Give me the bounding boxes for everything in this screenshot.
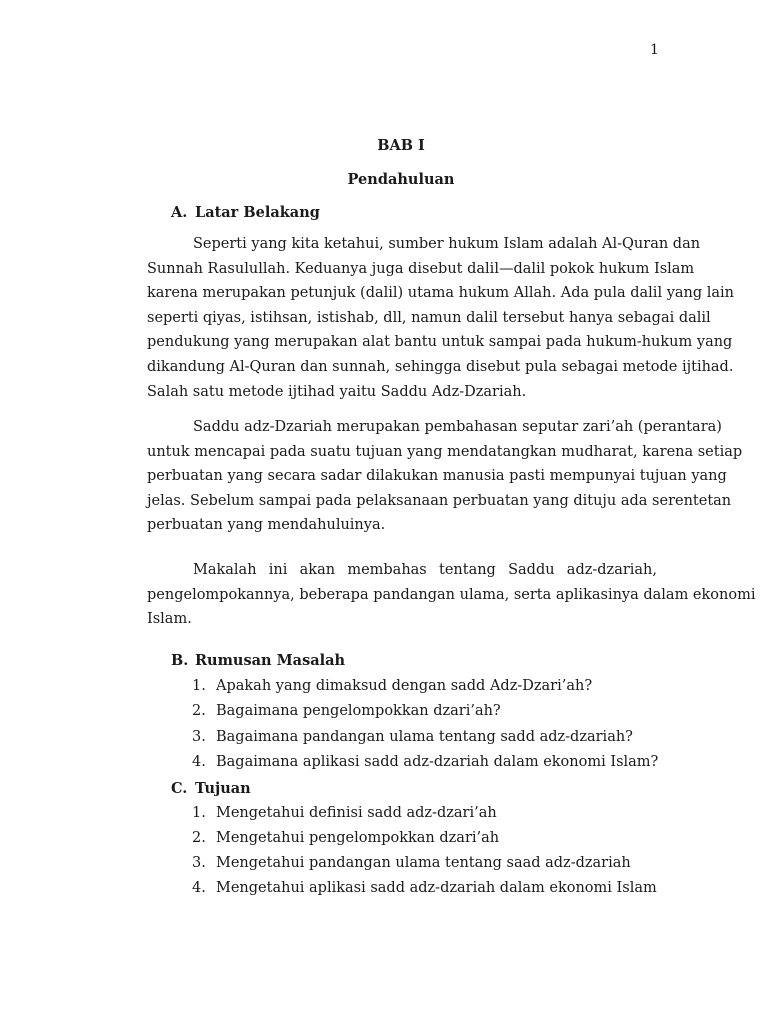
paragraph-line: Islam.: [147, 611, 192, 628]
section-c-letter: C.: [171, 780, 188, 797]
paragraph-line: dikandung Al-Quran dan sunnah, sehingga disebut pula sebagai metode ijtihad.: [147, 358, 734, 375]
list-item-number: 4.: [192, 754, 206, 770]
list-item: [192, 678, 592, 694]
chapter-title: BAB I: [377, 137, 425, 154]
paragraph-line: pendukung yang merupakan alat bantu untuk sampai pada hukum-hukum yang: [147, 334, 733, 351]
paragraph-line: karena merupakan petunjuk (dalil) utama hukum Allah. Ada pula dalil yang lain: [147, 285, 735, 302]
list-item-number: 3.: [192, 855, 206, 871]
list-item: [192, 805, 497, 821]
section-b-title: Rumusan Masalah: [195, 652, 346, 669]
list-item: [192, 830, 499, 846]
paragraph-line: perbuatan yang mendahuluinya.: [147, 517, 386, 534]
paragraph-line: jelas. Sebelum sampai pada pelaksanaan perbuatan yang dituju ada serentetan: [147, 492, 732, 509]
list-item: [192, 754, 658, 770]
section-c-title: Tujuan: [195, 780, 251, 797]
paragraph-1: [147, 232, 735, 404]
chapter-subtitle: Pendahuluan: [347, 171, 455, 188]
paragraph-3: [147, 558, 756, 632]
list-item-text: Bagaimana pengelompokkan dzari’ah?: [216, 703, 501, 719]
page-number: 1: [650, 42, 659, 58]
list-item: [192, 703, 501, 719]
list-item: [192, 880, 657, 896]
section-a-letter: A.: [171, 204, 188, 221]
paragraph-2: [147, 415, 743, 538]
section-c-heading: [171, 780, 251, 797]
list-item-number: 3.: [192, 729, 206, 745]
list-item-text: Bagaimana pandangan ulama tentang sadd adz-dzariah?: [216, 729, 633, 745]
paragraph-line: untuk mencapai pada suatu tujuan yang mendatangkan mudharat, karena setiap: [147, 443, 743, 460]
section-a-title: Latar Belakang: [195, 204, 320, 221]
list-item-number: 1.: [192, 678, 206, 694]
list-item-text: Mengetahui definisi sadd adz-dzari’ah: [216, 805, 497, 821]
list-item: [192, 729, 633, 745]
paragraph-line: Seperti yang kita ketahui, sumber hukum Islam adalah Al-Quran dan: [193, 236, 701, 252]
list-item-text: Mengetahui pandangan ulama tentang saad adz-dzariah: [216, 855, 631, 871]
paragraph-line: Salah satu metode ijtihad yaitu Saddu Adz-Dzariah.: [147, 383, 527, 400]
list-item-number: 2.: [192, 703, 206, 719]
list-item-number: 1.: [192, 805, 206, 821]
list-item-number: 2.: [192, 830, 206, 846]
section-b-heading: [171, 652, 345, 669]
paragraph-line: Makalah ini akan membahas tentang Saddu adz-dzariah,: [193, 562, 657, 578]
list-item-text: Bagaimana aplikasi sadd adz-dzariah dalam ekonomi Islam?: [216, 754, 659, 770]
section-b-letter: B.: [171, 652, 189, 669]
paragraph-line: seperti qiyas, istihsan, istishab, dll, namun dalil tersebut hanya sebagai dalil: [147, 309, 711, 326]
section-a-heading: [171, 204, 320, 221]
paragraph-line: Saddu adz-Dzariah merupakan pembahasan seputar zari’ah (perantara): [193, 419, 722, 435]
list-item-text: Mengetahui pengelompokkan dzari’ah: [216, 830, 500, 846]
list-item-text: Apakah yang dimaksud dengan sadd Adz-Dzari’ah?: [216, 678, 593, 694]
paragraph-line: perbuatan yang secara sadar dilakukan manusia pasti mempunyai tujuan yang: [147, 468, 727, 485]
list-item: [192, 855, 631, 871]
list-item-text: Mengetahui aplikasi sadd adz-dzariah dalam ekonomi Islam: [216, 880, 657, 896]
paragraph-line: pengelompokannya, beberapa pandangan ulama, serta aplikasinya dalam ekonomi: [147, 586, 756, 603]
list-item-number: 4.: [192, 880, 206, 896]
paragraph-line: Sunnah Rasulullah. Keduanya juga disebut dalil—dalil pokok hukum Islam: [147, 260, 695, 277]
